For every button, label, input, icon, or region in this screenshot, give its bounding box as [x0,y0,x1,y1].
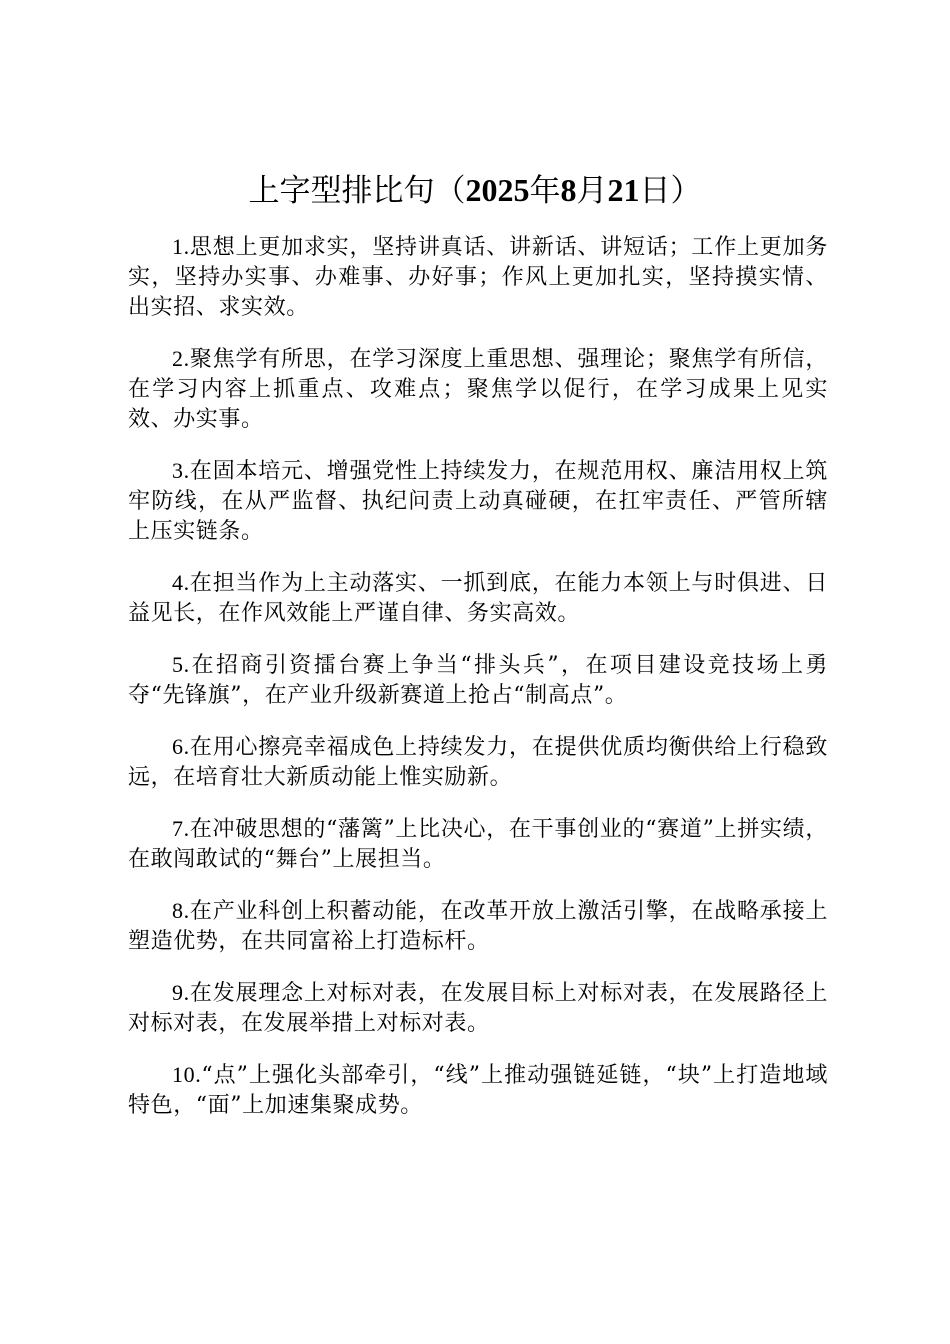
title-month-unit: 月 [576,173,608,209]
paragraph-4 [128,568,828,629]
title-suffix: 日） [639,173,702,209]
title-year: 2025 [465,172,530,208]
paragraph-text: 在发展理念上对标对表，在发展目标上对标对表，在发展路径上对标对表，在发展举措上对标对表。 [128,981,828,1036]
title-year-unit: 年 [529,173,561,209]
paragraph-text: 在冲破思想的“藩篱”上比决心，在干事创业的“赛道”上拼实绩，在敢闯敢试的“舞台”上展担当。 [128,817,828,872]
paragraph-index: 8. [172,898,190,923]
title-prefix: 上字型排比句（ [248,173,466,209]
paragraph-3 [128,456,828,547]
paragraph-2 [128,344,828,435]
paragraph-5 [128,650,828,711]
paragraph-text: 在用心擦亮幸福成色上持续发力，在提供优质均衡供给上行稳致远，在培育壮大新质动能上惟实励新。 [128,735,828,790]
paragraph-text: 在产业科创上积蓄动能，在改革开放上激活引擎，在战略承接上塑造优势，在共同富裕上打造标杆。 [128,899,828,954]
paragraph-index: 5. [172,652,190,677]
paragraph-index: 9. [172,980,190,1005]
paragraph-10 [128,1060,828,1121]
paragraph-text: 思想上更加求实，坚持讲真话、讲新话、讲短话；工作上更加务实，坚持办实事、办难事、办好事；作风上更加扎实，坚持摸实情、出实招、求实效。 [128,235,828,320]
paragraph-1 [128,232,828,323]
paragraph-6 [128,732,828,793]
paragraph-text: 聚焦学有所思，在学习深度上重思想、强理论；聚焦学有所信，在学习内容上抓重点、攻难点；聚焦学以促行，在学习成果上见实效、办实事。 [128,347,828,432]
paragraph-index: 10. [172,1062,202,1087]
paragraph-index: 4. [172,570,190,595]
title-month: 8 [560,172,577,208]
paragraph-7 [128,814,828,875]
paragraph-text: 在招商引资擂台赛上争当“排头兵”，在项目建设竞技场上勇夺“先锋旗”，在产业升级新赛道上抢占“制高点”。 [128,653,828,708]
paragraph-index: 1. [172,234,190,259]
document-body [128,232,828,1142]
paragraph-text: “点”上强化头部牵引，“线”上推动强链延链，“块”上打造地域特色，“面”上加速集聚成势。 [128,1063,828,1118]
title-day: 21 [607,172,640,208]
paragraph-9 [128,978,828,1039]
paragraph-text: 在担当作为上主动落实、一抓到底，在能力本领上与时俱进、日益见长，在作风效能上严谨自律、务实高效。 [128,571,828,626]
paragraph-index: 7. [172,816,190,841]
paragraph-index: 3. [172,458,190,483]
paragraph-8 [128,896,828,957]
paragraph-index: 2. [172,346,190,371]
paragraph-text: 在固本培元、增强党性上持续发力，在规范用权、廉洁用权上筑牢防线，在从严监督、执纪问责上动真碰硬，在扛牢责任、严管所辖上压实链条。 [128,459,828,544]
document-title [0,168,950,213]
paragraph-index: 6. [172,734,190,759]
